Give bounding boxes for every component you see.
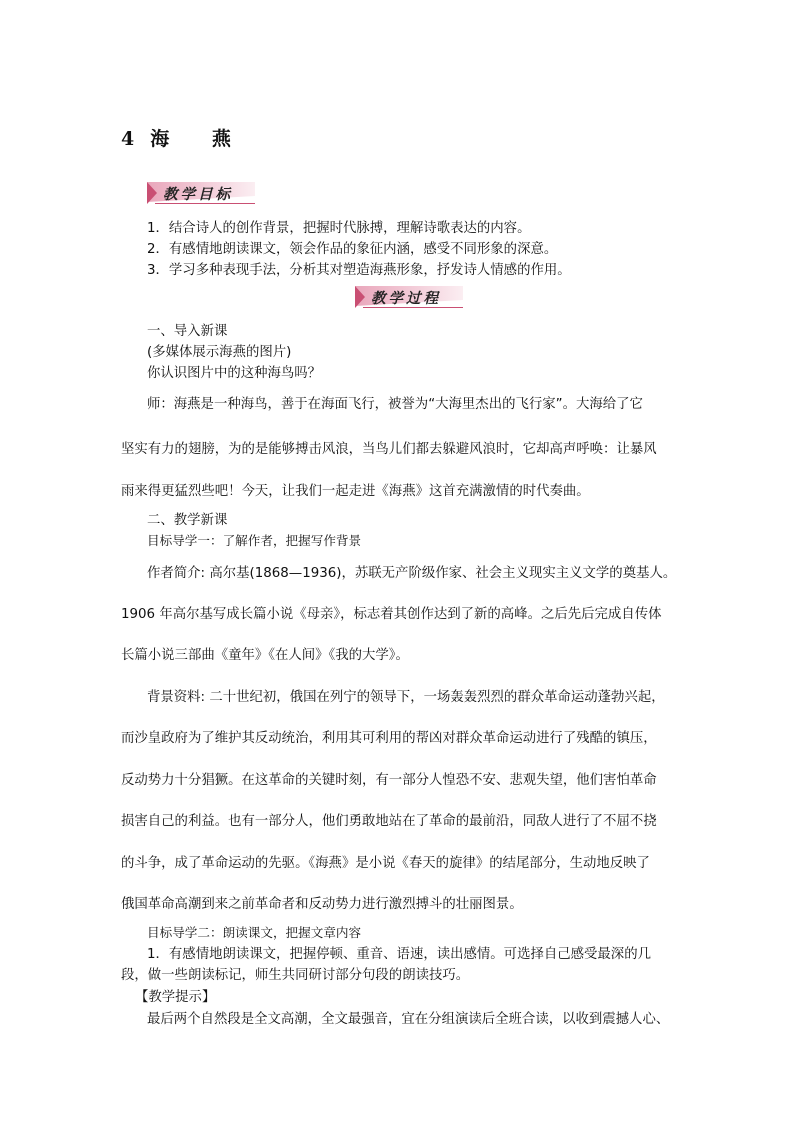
goals-banner (147, 182, 255, 204)
media-note: (多媒体展示海燕的图片) (147, 345, 292, 360)
teacher-line-1: 师：海燕是一种海鸟，善于在海面飞行，被誉为“大海里杰出的飞行家”。大海给了它 (147, 397, 643, 412)
teaching-tip-label: 【教学提示】 (135, 990, 216, 1005)
goal-item-2: 2．有感情地朗读课文，领会作品的象征内涵，感受不同形象的深意。 (147, 242, 558, 257)
goal-item-1: 1．结合诗人的创作背景，把握时代脉搏，理解诗歌表达的内容。 (147, 221, 531, 236)
heading-new-lesson: 二、教学新课 (147, 513, 228, 528)
heading-intro: 一、导入新课 (147, 324, 228, 339)
goal-guide-2: 目标导学二：朗读课文，把握文章内容 (147, 925, 362, 940)
author-line-3: 长篇小说三部曲《童年》《在人间》《我的大学》。 (121, 648, 409, 663)
teacher-line-3: 雨来得更猛烈些吧！今天，让我们一起走进《海燕》这首充满激情的时代奏曲。 (121, 484, 590, 499)
process-banner (355, 286, 463, 308)
teaching-tip-line: 最后两个自然段是全文高潮，全文最强音，宜在分组演读后全班合读，以收到震撼人心、 (147, 1012, 670, 1027)
reading-line-2: 段，做一些朗读标记，师生共同研讨部分句段的朗读技巧。 (121, 968, 470, 983)
goal-guide-1: 目标导学一：了解作者，把握写作背景 (147, 533, 362, 548)
background-line-3: 反动势力十分猖獗。在这革命的关键时刻，有一部分人惶恐不安、悲观失望，他们害怕革命 (121, 773, 657, 788)
intro-question: 你认识图片中的这种海鸟吗？ (147, 366, 322, 381)
banner-marker-icon (147, 182, 157, 204)
lesson-title (121, 124, 249, 151)
author-line-1: 作者简介: 高尔基(1868—1936)，苏联无产阶级作家、社会主义现实主义文学的奠基人。 (147, 566, 677, 581)
goal-item-3: 3．学习多种表现手法，分析其对塑造海燕形象，抒发诗人情感的作用。 (147, 263, 571, 278)
banner-marker-icon (355, 286, 365, 308)
background-line-5: 的斗争，成了革命运动的先驱。《海燕》是小说《春天的旋律》的结尾部分，生动地反映了 (121, 856, 650, 871)
goals-banner-label: 教学目标 (163, 186, 233, 203)
lesson-number: 4 (121, 128, 137, 150)
process-banner-label: 教学过程 (371, 290, 441, 307)
background-line-4: 损害自己的利益。也有一部分人，他们勇敢地站在了革命的最前沿，同敌人进行了不屈不挠 (121, 814, 657, 829)
background-line-6: 俄国革命高潮到来之前革命者和反动势力进行激烈搏斗的壮丽图景。 (121, 897, 523, 912)
reading-line-1: 1．有感情地朗读课文，把握停顿、重音、语速，读出感情。可选择自己感受最深的几 (147, 947, 651, 962)
teacher-line-2: 坚实有力的翅膀，为的是能够搏击风浪，当鸟儿们都去躲避风浪时，它却高声呼唤：让暴风 (121, 442, 657, 457)
lesson-name: 海 燕 (150, 128, 249, 150)
background-line-1: 背景资料: 二十世纪初，俄国在列宁的领导下，一场轰轰烈烈的群众革命运动蓬勃兴起， (147, 690, 665, 705)
background-line-2: 而沙皇政府为了维护其反动统治，利用其可利用的帮凶对群众革命运动进行了残酷的镇压， (121, 731, 657, 746)
author-line-2: 1906 年高尔基写成长篇小说《母亲》，标志着其创作达到了新的高峰。之后先后完成自传体 (121, 607, 662, 622)
